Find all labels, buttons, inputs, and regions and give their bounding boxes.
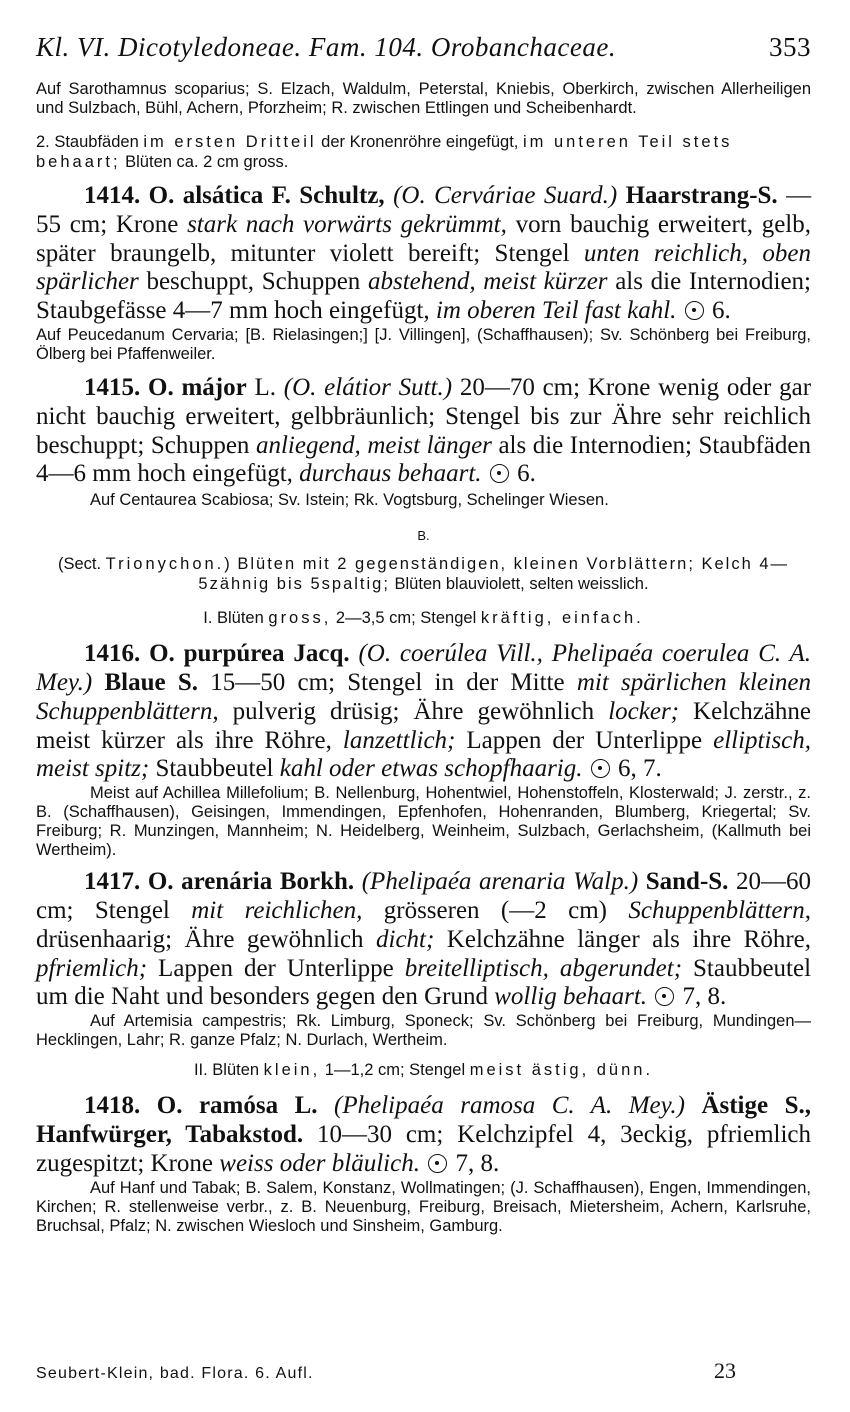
sheet-number: 23 xyxy=(714,1358,736,1383)
section-b-text-3: Blüten mit 2 gegenständigen, kleinen Vorblättern; Kelch 4—5zähnig bis 5spaltig; xyxy=(198,555,790,594)
species-1417-number-name: 1417. O. arenária xyxy=(84,868,273,896)
species-1418-number-name: 1418. O. ramósa xyxy=(84,1092,279,1120)
printer-signature: Seubert-Klein, bad. Flora. 6. Aufl. xyxy=(36,1365,314,1382)
species-1417-italic-5: breitelliptisch, abgerundet; xyxy=(404,954,683,982)
species-1417-text-3: drüsenhaarig; Ähre gewöhnlich xyxy=(36,925,364,953)
species-1416-text-3: Kelchzähne meist kürzer als ihre Röhre, xyxy=(36,697,812,754)
species-1417-text-5: Lappen der Unterlippe xyxy=(158,954,394,982)
section-b-text-4: Blüten blauviolett, selten weisslich. xyxy=(394,575,649,594)
species-1414-italic-1: stark nach vorwärts gekrümmt, xyxy=(187,210,507,238)
page-footer xyxy=(36,1358,736,1384)
locality-intro: Auf Sarothamnus scoparius; S. Elzach, Waldulm, Peterstal, Kniebis, Oberkirch, zwischen Allerheiligen und Sulzbach, Bühl, Achern, Pforzheim; R. zwischen Ettlingen und Scheibenhardt. xyxy=(36,80,811,117)
species-1417-italic-1: mit reichlichen, xyxy=(191,896,363,924)
key-I xyxy=(36,608,811,628)
species-1415-number-name: 1415. O. májor xyxy=(84,373,247,401)
key-2 xyxy=(36,132,811,172)
species-1416-italic-3: lanzettlich; xyxy=(342,726,456,754)
species-1417-text-7: 7, 8. xyxy=(682,983,727,1011)
species-1415-italic-2: durchaus behaart. xyxy=(299,460,482,488)
species-1417 xyxy=(36,868,811,1012)
key-2-b: im ersten Dritteil xyxy=(143,133,317,151)
species-1414 xyxy=(36,182,811,326)
species-1418 xyxy=(36,1092,811,1178)
species-1415-author: L. xyxy=(254,373,277,401)
species-1414-italic-3: abstehend, meist kürzer xyxy=(367,268,608,296)
species-1414-localities: Auf Peucedanum Cervaria; [B. Rielasingen;] [J. Villingen], (Schaffhausen); Sv. Schönberg bei Freiburg, Ölberg bei Pfaffenweiler. xyxy=(36,325,811,363)
key-I-b: gross, xyxy=(268,609,332,628)
species-1415-text-3: 6. xyxy=(517,460,536,488)
species-1418-localities: Auf Hanf und Tabak; B. Salem, Konstanz, Wollmatingen; (J. Schaffhausen), Engen, Immendingen, Kirchen; R. stellenweise verbr., z. B. Neuenburg, Freiburg, Breisach, Mietersheim, Achern, Karlsruhe, Bruchsal, Pfalz; N. zwischen Wiesloch und Sinsheim, Gamburg. xyxy=(36,1178,811,1235)
section-b-text-2: Trionychon.) xyxy=(105,555,233,574)
key-II-c: 1—1,2 cm; Stengel xyxy=(324,1061,466,1080)
species-1416-italic-5: kahl oder etwas schopfhaarig. xyxy=(279,755,583,783)
perennial-symbol-icon xyxy=(591,759,610,778)
species-1416-italic-4: elliptisch, meist spitz; xyxy=(36,726,812,783)
species-1417-synonym: (Phelipaéa arenaria Walp.) xyxy=(361,868,639,896)
species-1415 xyxy=(36,374,811,489)
species-1415-synonym: (O. elátior Sutt.) xyxy=(283,373,453,401)
species-1417-german-name: Sand-S. xyxy=(645,868,729,896)
species-1416-text-5: Staubbeutel xyxy=(155,755,274,783)
species-1416-italic-1: mit spärlichen kleinen Schuppenblättern, xyxy=(36,668,812,725)
key-2-a: 2. Staubfäden xyxy=(36,133,139,151)
species-1416-german-name: Blaue S. xyxy=(104,668,199,696)
key-I-a: I. Blüten xyxy=(203,609,264,628)
species-1418-german-name: Ästige S., Hanfwürger, Tabakstod. xyxy=(36,1092,811,1148)
key-I-d: kräftig, einfach. xyxy=(480,609,644,628)
perennial-symbol-icon xyxy=(490,464,509,483)
species-1416-text-2: pulverig drüsig; Ähre gewöhnlich xyxy=(232,697,595,725)
species-1414-text-5: 6. xyxy=(711,297,731,325)
species-1414-italic-2: unten reichlich, oben spärlicher xyxy=(36,239,811,296)
species-1414-italic-4: im oberen Teil fast kahl. xyxy=(435,297,677,325)
perennial-symbol-icon xyxy=(655,987,674,1006)
species-1417-text-2: grösseren (—2 cm) xyxy=(383,896,608,924)
species-1418-author: L. xyxy=(294,1092,318,1120)
species-1417-localities: Auf Artemisia campestris; Rk. Limburg, Sponeck; Sv. Schönberg bei Freiburg, Mundingen—Hecklingen, Lahr; R. ganze Pfalz; N. Durlach, Wertheim. xyxy=(36,1012,811,1050)
species-1416-number-name: 1416. O. purpúrea xyxy=(84,640,285,668)
species-1414-text-4: als die Internodien; Staubgefässe 4—7 mm hoch eingefügt, xyxy=(36,268,812,325)
species-1416-synonym: (O. coerúlea Vill., Phelipaéa coerulea C. A. Mey.) xyxy=(36,640,812,696)
species-1416-author: Jacq. xyxy=(293,640,350,668)
page-number: 353 xyxy=(769,32,811,62)
species-1417-text-6: Staubbeutel um die Naht und besonders gegen den Grund xyxy=(36,954,812,1011)
species-1415-text-1: 20—70 cm; Krone wenig oder gar nicht bauchig erweitert, gelbbräunlich; Stengel bis zur Ähre sehr reichlich beschuppt; Schuppen xyxy=(36,373,812,459)
species-1414-german-name: Haarstrang-S. xyxy=(625,182,778,209)
species-1417-italic-3: dicht; xyxy=(376,925,435,953)
species-1416-text-1: 15—50 cm; Stengel in der Mitte xyxy=(210,668,565,696)
species-1416 xyxy=(36,640,811,784)
species-1416-text-4: Lappen der Unterlippe xyxy=(466,726,703,754)
species-1414-text-2: vorn bauchig erweitert, gelb, später braungelb, mitunter violett bereift; Stengel xyxy=(36,210,811,267)
key-2-d: im unteren Teil stets behaart; xyxy=(36,133,733,171)
species-1418-synonym: (Phelipaéa ramosa C. A. Mey.) xyxy=(334,1092,685,1120)
species-1417-author: Borkh. xyxy=(279,868,355,896)
species-1417-italic-6: wollig behaart. xyxy=(494,983,648,1011)
species-1416-localities: Meist auf Achillea Millefolium; B. Nellenburg, Hohentwiel, Hohenstoffeln, Klosterwald; J. zerstr., z. B. (Schaffhausen), Geisingen, Immendingen, Epfenhofen, Hohenranden, Blumberg, Kriegertal; Sv. Freiburg; R. Munzingen, Mannheim; N. Heidelberg, Weinheim, Sulzbach, Gerlachsheim, (Kallmuth bei Wertheim). xyxy=(36,784,811,860)
species-1414-number-name: 1414. O. alsática xyxy=(84,182,264,209)
key-I-c: 2—3,5 cm; Stengel xyxy=(335,609,477,628)
species-1416-italic-2: locker; xyxy=(608,697,679,725)
page xyxy=(36,30,811,1236)
species-1414-text-3: beschuppt, Schuppen xyxy=(146,268,361,296)
species-1418-text-1: 10—30 cm; Kelchzipfel 4, 3eckig, pfriemlich zugespitzt; Krone xyxy=(36,1120,812,1177)
section-b-text-1: (Sect. xyxy=(57,555,102,574)
running-head-title: Kl. VI. Dicotyledoneae. Fam. 104. Orobanchaceae. xyxy=(36,32,617,62)
species-1415-text-2: als die Internodien; Staubfäden 4—6 mm hoch eingefügt, xyxy=(36,431,811,488)
species-1415-localities: Auf Centaurea Scabiosa; Sv. Istein; Rk. Vogtsburg, Schelinger Wiesen. xyxy=(90,491,609,510)
species-1414-synonym: (O. Cerváriae Suard.) xyxy=(393,182,618,209)
key-2-c: der Kronenröhre eingefügt, xyxy=(321,133,519,151)
species-1414-author: F. Schultz, xyxy=(271,182,385,209)
species-1415-italic-1: anliegend, meist länger xyxy=(255,431,492,459)
species-1416-text-6: 6, 7. xyxy=(618,755,662,783)
key-II xyxy=(36,1060,811,1080)
section-b-label: B. xyxy=(417,528,430,544)
perennial-symbol-icon xyxy=(685,301,704,320)
species-1417-text-4: Kelchzähne länger als ihre Röhre, xyxy=(446,925,811,953)
perennial-symbol-icon xyxy=(428,1154,447,1173)
key-II-d: meist ästig, dünn. xyxy=(469,1061,654,1080)
running-header xyxy=(36,30,811,64)
key-II-a: II. Blüten xyxy=(193,1061,260,1080)
key-II-b: klein, xyxy=(263,1061,321,1080)
species-1414-text-1: —55 cm; Krone xyxy=(36,182,812,238)
species-1417-text-1: 20—60 cm; Stengel xyxy=(36,868,811,924)
species-1417-italic-4: pfriemlich; xyxy=(36,954,148,982)
species-1418-italic-1: weiss oder bläulich. xyxy=(219,1149,420,1177)
section-b-description xyxy=(36,554,811,594)
species-1418-text-2: 7, 8. xyxy=(455,1149,500,1177)
species-1417-italic-2: Schuppenblättern, xyxy=(628,896,812,924)
key-2-e: Blüten ca. 2 cm gross. xyxy=(125,153,289,171)
